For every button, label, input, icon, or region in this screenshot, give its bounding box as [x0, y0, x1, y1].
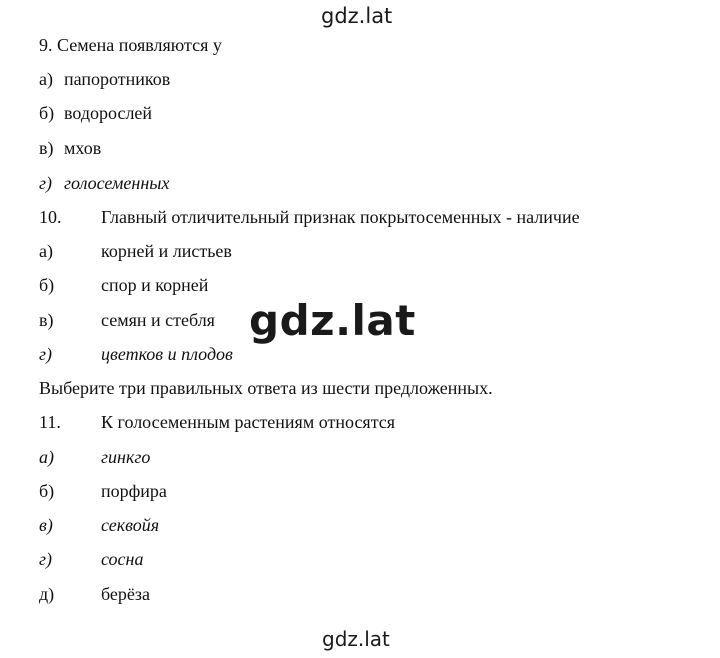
option-text: голосеменных: [64, 173, 170, 193]
option-text: водорослей: [64, 103, 153, 123]
option-marker: а): [39, 241, 53, 261]
option-marker: в): [39, 515, 53, 535]
option-text: порфира: [101, 481, 167, 501]
option-text: спор и корней: [101, 275, 209, 295]
option-marker: в): [39, 310, 54, 330]
option-text: гинкго: [101, 447, 151, 467]
option-marker: в): [39, 138, 54, 158]
option-marker: г): [39, 549, 53, 569]
option-text: папоротников: [64, 69, 171, 89]
option-text: берёза: [101, 584, 150, 604]
question-text: Главный отличительный признак покрытосеменных - наличие: [101, 207, 580, 227]
option-marker: б): [39, 275, 55, 295]
option-text: сосна: [101, 549, 144, 569]
option-marker: б): [39, 103, 55, 123]
question-text: К голосеменным растениям относятся: [101, 412, 396, 432]
option-text: мхов: [64, 138, 102, 158]
option-marker: г): [39, 173, 53, 193]
option-text: секвойя: [101, 515, 160, 535]
question-number: 11.: [39, 412, 61, 432]
instruction-text: Выберите три правильных ответа из шести предложенных.: [39, 378, 493, 398]
watermark-middle: gdz.lat: [249, 296, 416, 345]
question-9-text: 9. Семена появляются у: [39, 35, 222, 55]
question-number: 10.: [39, 207, 62, 227]
option-marker: г): [39, 344, 53, 364]
option-marker: а): [39, 69, 53, 89]
option-text: семян и стебля: [101, 310, 215, 330]
option-marker: б): [39, 481, 55, 501]
option-marker: а): [39, 447, 54, 467]
option-text: цветков и плодов: [101, 344, 233, 364]
option-text: корней и листьев: [101, 241, 232, 261]
watermark-bottom: gdz.lat: [322, 627, 390, 651]
option-marker: д): [39, 584, 55, 604]
watermark-top: gdz.lat: [321, 4, 393, 28]
